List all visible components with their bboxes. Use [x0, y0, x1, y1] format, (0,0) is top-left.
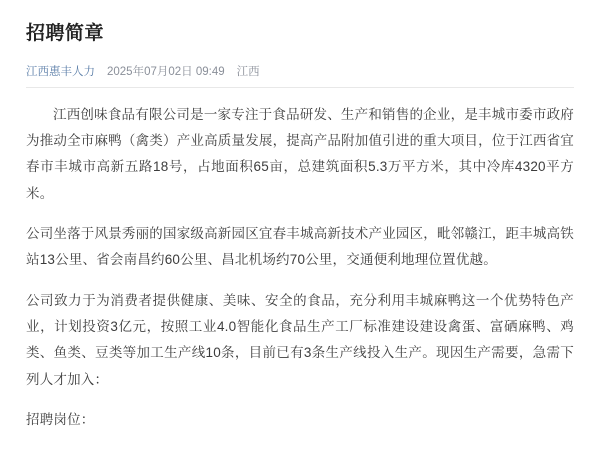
article-paragraph: 公司坐落于风景秀丽的国家级高新园区宜春丰城高新技术产业园区，毗邻赣江，距丰城高铁站13公里、省会南昌约60公里、昌北机场约70公里，交通便利地理位置优越。: [26, 225, 574, 268]
article-region: 江西: [236, 65, 260, 78]
meta-divider: [26, 87, 574, 88]
article-paragraph: 公司致力于为消费者提供健康、美味、安全的食品，充分利用丰城麻鸭这一个优势特色产业，计划投资3亿元，按照工业4.0智能化食品生产工厂标准建设建设禽蛋、富硒麻鸭、鸡类、鱼类、豆类等加工生产线10条，目前已有3条生产线投入生产。现因生产需要，急需下列人才加入：: [26, 292, 574, 387]
article-paragraph: 招聘岗位：: [26, 411, 95, 427]
article-meta: [26, 63, 574, 79]
article-body: [26, 102, 574, 433]
article-source[interactable]: 江西惠丰人力: [26, 65, 95, 78]
article-paragraph: 江西创味食品有限公司是一家专注于食品研发、生产和销售的企业，是丰城市委市政府为推动全市麻鸭（禽类）产业高质量发展，提高产品附加值引进的重大项目，位于江西省宜春市丰城市高新五路18号，占地面积65亩，总建筑面积5.3万平方米，其中冷库4320平方米。: [26, 106, 574, 201]
article-date: 2025年07月02日 09:49: [107, 65, 225, 78]
page-title: 招聘简章: [26, 23, 105, 44]
